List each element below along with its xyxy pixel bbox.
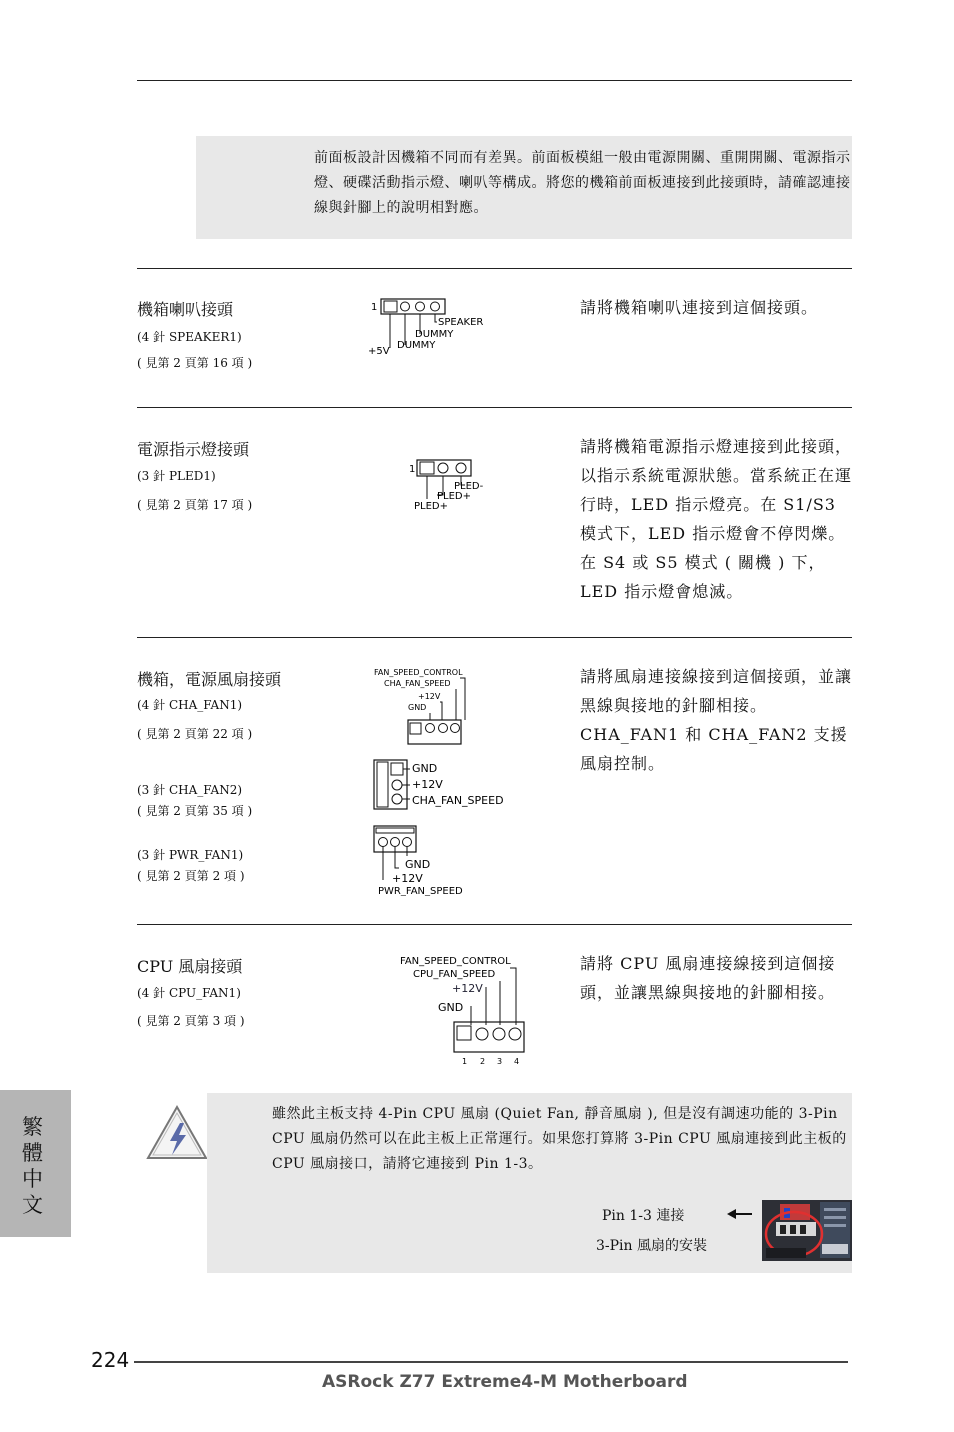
speaker-pins: (4 針 SPEAKER1) <box>137 330 242 344</box>
section-rule <box>137 924 852 925</box>
arrow-left-icon <box>726 1207 754 1221</box>
warning-note: 雖然此主板支持 4-Pin CPU 風扇 (Quiet Fan, 靜音風扇 ), 但是沒有調速功能的 3-Pin CPU 風扇仍然可以在此主板上正常運行。如果您打算將 3-Pin CPU 風扇連接到此主板的 CPU 風扇接口，請將它連接到 Pin 1-3。 <box>272 1106 847 1172</box>
pled-plus-label: PLED+ <box>414 501 448 512</box>
top-rule <box>137 80 852 81</box>
pled-minus-label: PLED- <box>454 481 484 492</box>
speaker-desc: 請將機箱喇叭連接到這個接頭。 <box>580 298 819 317</box>
install-caption-line2: 3-Pin 風扇的安裝 <box>596 1238 708 1254</box>
pwr-fan1-ref: ( 見第 2 頁第 2 項 ) <box>137 869 245 883</box>
gnd-label: GND <box>408 703 427 712</box>
chassis-fan-desc: 請將風扇連接線接到這個接頭，並讓黑線與接地的針腳相接。CHA_FAN1 和 CHA_FAN2 支援風扇控制。 <box>580 667 853 773</box>
pled-pins: (3 針 PLED1) <box>137 469 216 483</box>
section-rule <box>137 637 852 638</box>
cpu-fan1-diagram <box>396 950 536 1068</box>
cpu-fan-title: CPU 風扇接頭 <box>137 957 243 976</box>
section-rule <box>137 268 852 269</box>
cpu-fan1-ref: ( 見第 2 頁第 3 項 ) <box>137 1014 245 1028</box>
chassis-fan-title: 機箱，電源風扇接頭 <box>137 670 282 689</box>
cha-fan2-pins: (3 針 CHA_FAN2) <box>137 783 243 797</box>
section-rule <box>137 407 852 408</box>
intro-note: 前面板設計因機箱不同而有差異。前面板模組一般由電源開關、重開開關、電源指示燈、硬碟活動指示燈、喇叭等構成。將您的機箱前面板連接到此接頭時，請確認連接線與針腳上的說明相對應。 <box>314 150 851 216</box>
pwr-fan1-pins: (3 針 PWR_FAN1) <box>137 848 244 862</box>
pled-header-diagram <box>405 455 505 515</box>
cha-fan-speed-label: CHA_FAN_SPEED <box>412 794 504 807</box>
pled-title: 電源指示燈接頭 <box>137 440 250 459</box>
12v-label: +12V <box>412 778 443 791</box>
pwr-fan-speed-label: PWR_FAN_SPEED <box>378 886 463 896</box>
install-caption-line1: Pin 1-3 連接 <box>602 1208 685 1224</box>
speaker-ref: ( 見第 2 頁第 16 項 ) <box>137 356 253 370</box>
side-tab-label: 繁體中文 <box>22 1115 43 1217</box>
gnd-label: GND <box>438 1001 464 1014</box>
pin1-label: 1 <box>409 464 416 475</box>
pled-desc: 請將機箱電源指示燈連接到此接頭，以指示系統電源狀態。當系統正在運行時，LED 指示燈亮。在 S1/S3 模式下，LED 指示燈會不停閃爍。在 S4 或 S5 模式 ( 關機 ) 下，LED 指示燈會熄滅。 <box>580 437 853 601</box>
footer-rule <box>134 1361 848 1363</box>
page-number: 224 <box>91 1348 130 1372</box>
fan-speed-control-label: FAN_SPEED_CONTROL <box>400 956 511 967</box>
pin-number: 1 <box>462 1057 468 1066</box>
cha-fan1-pins: (4 針 CHA_FAN1) <box>137 698 243 712</box>
cha-fan1-ref: ( 見第 2 頁第 22 項 ) <box>137 727 253 741</box>
12v-label: +12V <box>392 872 423 885</box>
pled-ref: ( 見第 2 頁第 17 項 ) <box>137 498 253 512</box>
gnd-label: GND <box>412 762 438 775</box>
pin-number: 3 <box>497 1057 503 1066</box>
pled-plus-label: PLED+ <box>437 491 471 502</box>
pin-number: 4 <box>514 1057 520 1066</box>
cha-fan2-ref: ( 見第 2 頁第 35 項 ) <box>137 804 253 818</box>
dummy-pin-label: DUMMY <box>397 340 436 351</box>
speaker-header-diagram <box>365 294 505 358</box>
cha-fan2-diagram <box>372 758 532 812</box>
pin1-label: 1 <box>371 302 378 313</box>
cpu-fan1-pins: (4 針 CPU_FAN1) <box>137 986 241 1000</box>
12v-label: +12V <box>452 982 483 995</box>
5v-pin-label: +5V <box>368 346 390 357</box>
side-language-tab <box>0 1090 71 1237</box>
cpu-fan-desc: 請將 CPU 風扇連接線接到這個接頭，並讓黑線與接地的針腳相接。 <box>580 954 836 1002</box>
cpu-fan-speed-label: CPU_FAN_SPEED <box>413 969 496 980</box>
fan-speed-control-label: FAN_SPEED_CONTROL <box>374 668 463 677</box>
pwr-fan1-diagram <box>372 824 492 896</box>
warning-icon <box>146 1103 208 1161</box>
cha-fan1-diagram <box>370 664 490 750</box>
speaker-title: 機箱喇叭接頭 <box>137 300 234 319</box>
cha-fan-speed-label: CHA_FAN_SPEED <box>384 679 451 688</box>
gnd-label: GND <box>405 858 431 871</box>
pin-number: 2 <box>480 1057 486 1066</box>
product-name: ASRock Z77 Extreme4-M Motherboard <box>322 1372 688 1392</box>
12v-label: +12V <box>418 692 441 701</box>
fan-install-photo <box>762 1200 852 1261</box>
speaker-pin-label: SPEAKER <box>438 317 484 328</box>
dummy-pin-label: DUMMY <box>415 329 454 340</box>
